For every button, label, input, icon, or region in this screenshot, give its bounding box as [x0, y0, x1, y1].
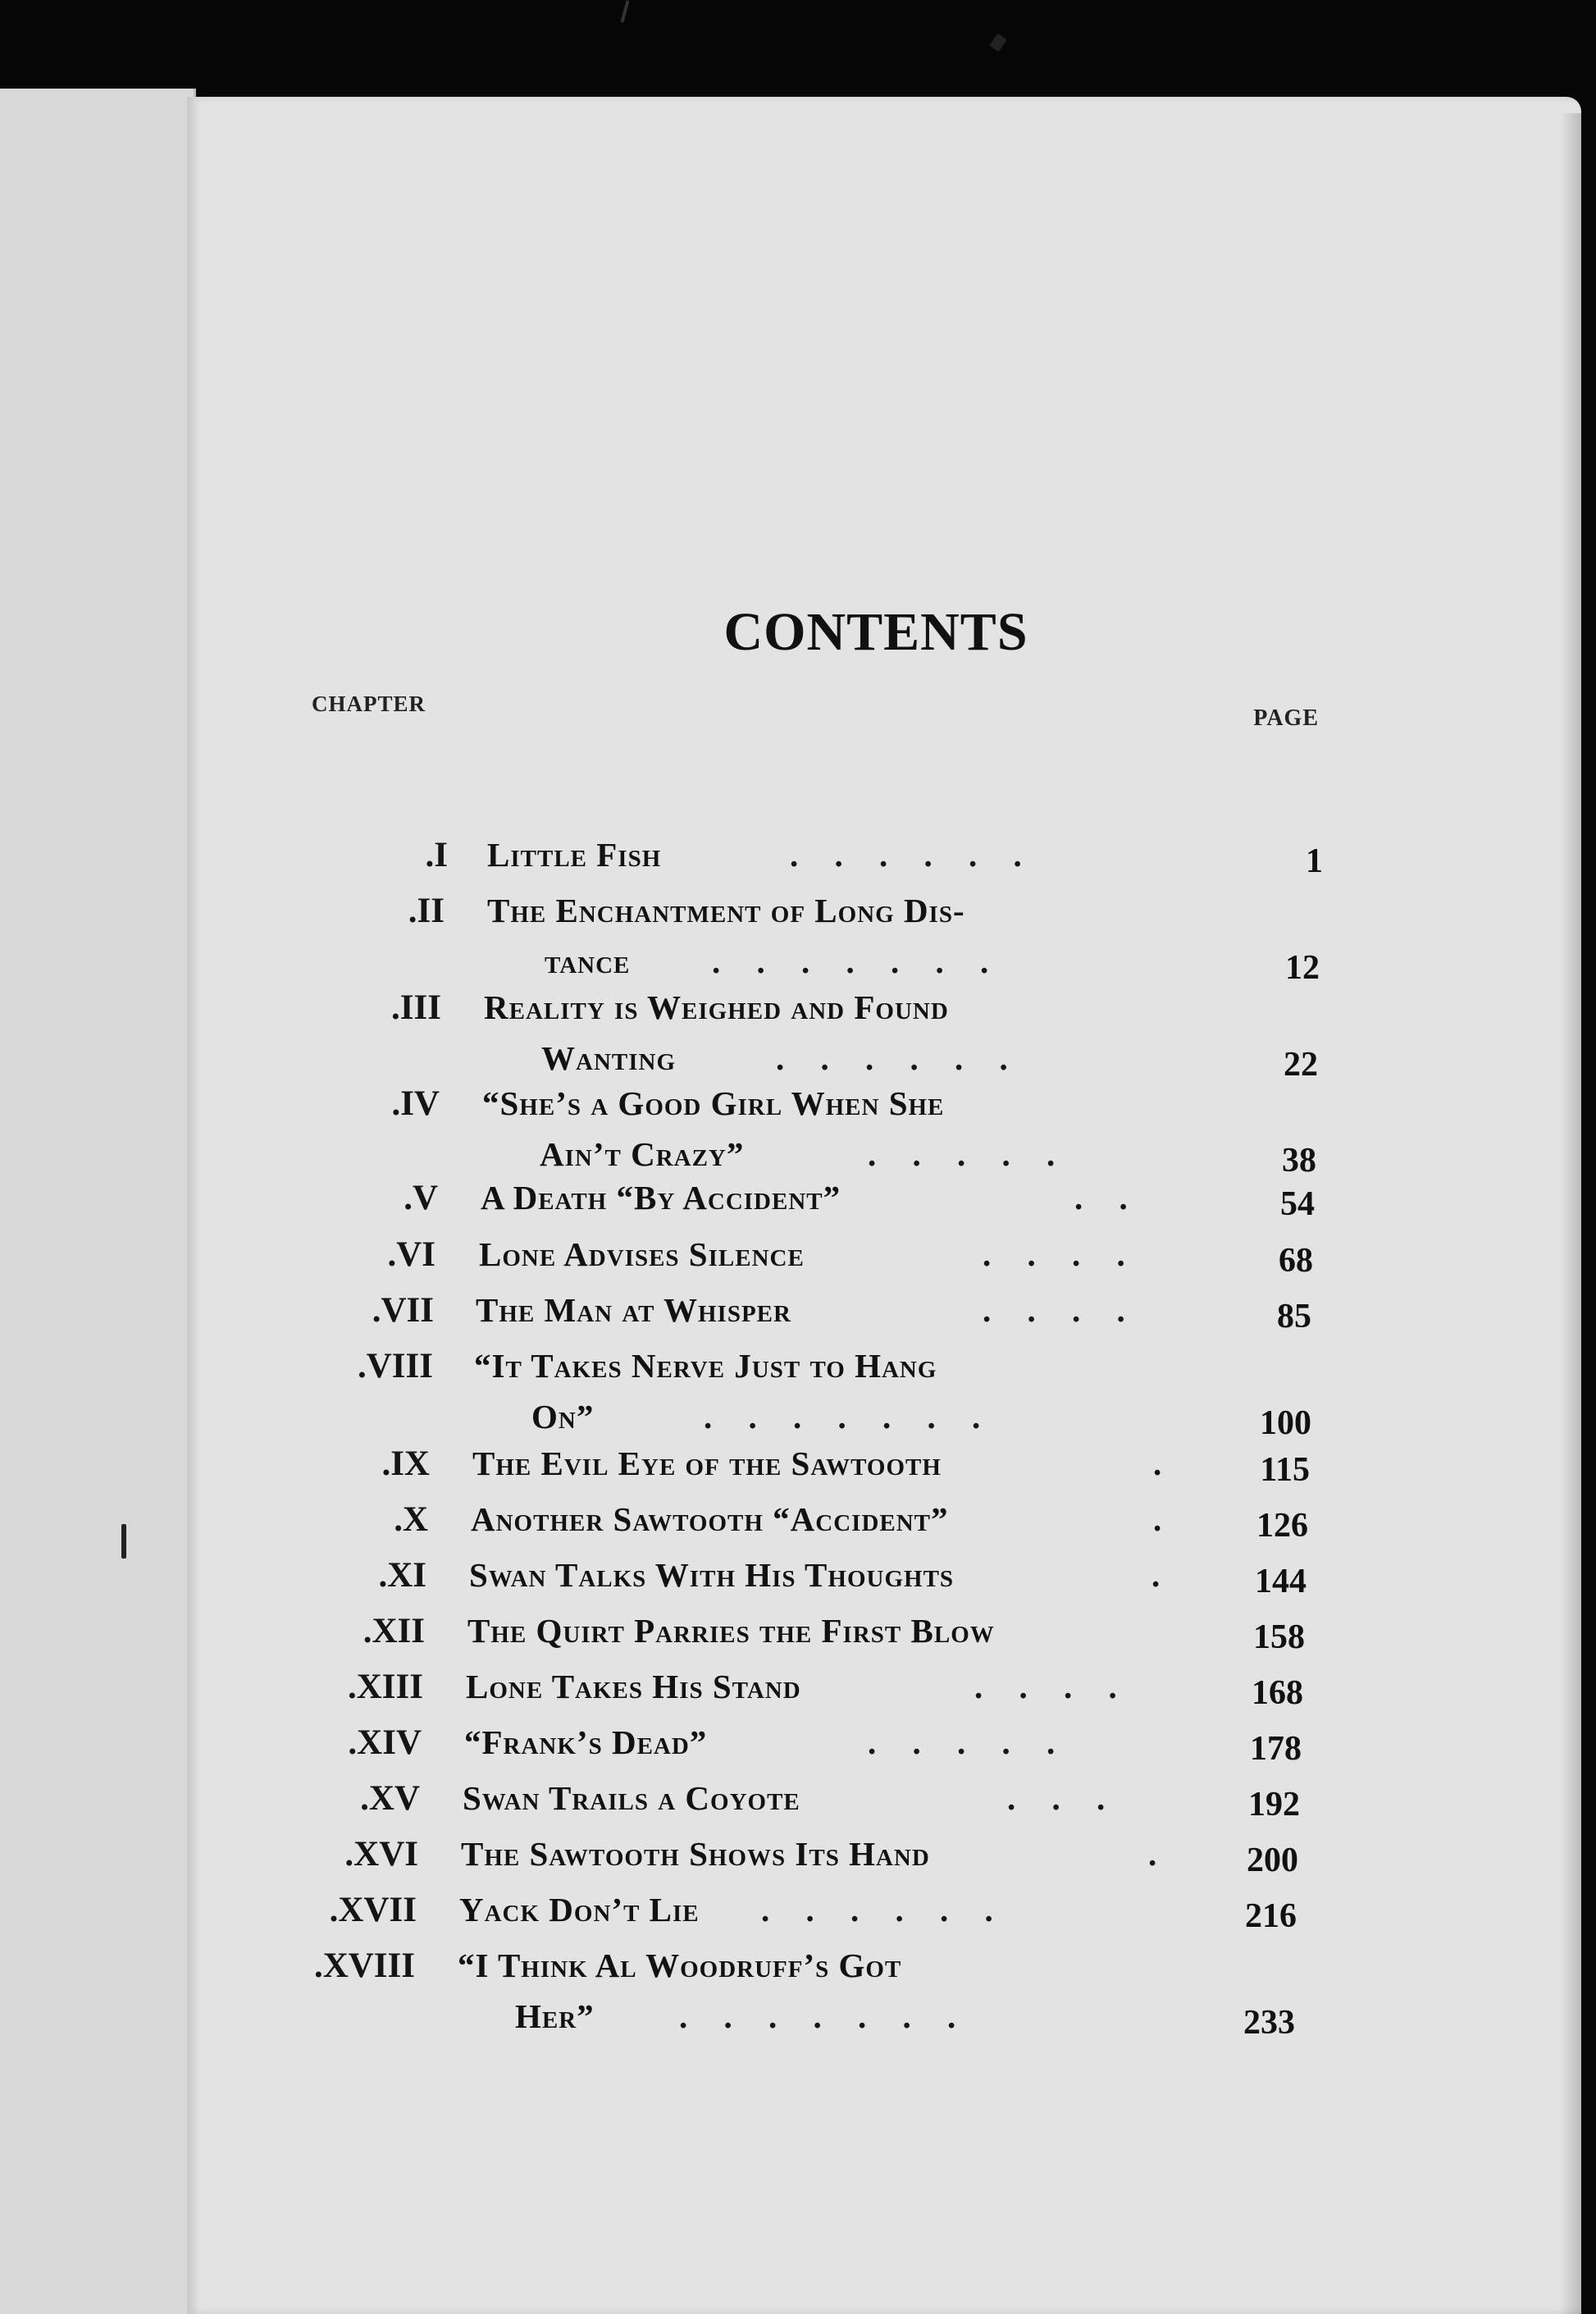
toc-entry: III. Reality is Weighed and Found Wanting . . . . . . 22 [391, 988, 1318, 1084]
chapter-title-line-1: “I Think Al Woodruff’s Got [458, 1947, 902, 1984]
table-of-contents-page [187, 97, 1581, 2314]
dot-leader: . . . . . . . [704, 1398, 995, 1435]
scan-speck [121, 1524, 126, 1559]
chapter-title-line-2: Her” [515, 1997, 595, 2035]
page-number: 158 [1253, 1618, 1305, 1656]
dot-leader: . . . . [983, 1291, 1139, 1329]
dot-leader: . [1153, 1500, 1176, 1538]
dot-leader: . . [1074, 1179, 1142, 1216]
page-number: 100 [1260, 1404, 1311, 1442]
toc-entry: X. Another Sawtooth “Accident” . 126 [394, 1500, 1308, 1545]
chapter-title: Swan Trails a Coyote [463, 1779, 800, 1817]
chapter-title-line-2: Ain’t Crazy” [540, 1135, 745, 1173]
page-number: 233 [1243, 2004, 1295, 2042]
toc-entry: IV. “She’s a Good Girl When She Ain’t Crazy” . . . . . 38 [391, 1084, 1316, 1180]
chapter-title: Little Fish [487, 836, 662, 874]
chapter-title: Another Sawtooth “Accident” [471, 1500, 949, 1538]
chapter-title-line-1: “She’s a Good Girl When She [482, 1084, 945, 1122]
dot-leader: . . . . [983, 1235, 1139, 1273]
chapter-title: “Frank’s Dead” [464, 1723, 708, 1761]
page-number: 22 [1284, 1046, 1318, 1084]
dot-leader: . [1153, 1445, 1176, 1482]
toc-entry: XVI. The Sawtooth Shows Its Hand . 200 [344, 1835, 1298, 1879]
page-number: 192 [1248, 1786, 1300, 1823]
toc-entry: VII. The Man at Whisper . . . . 85 [372, 1291, 1311, 1335]
chapter-title: The Quirt Parries the First Blow [467, 1612, 995, 1650]
page-number: 178 [1250, 1730, 1302, 1768]
dot-leader: . . . . . . [761, 1891, 1007, 1928]
chapter-title-line-1: “It Takes Nerve Just to Hang [474, 1347, 937, 1385]
scan-speck [620, 0, 629, 23]
chapter-column-header: CHAPTER [312, 691, 426, 716]
left-page-edge [0, 89, 196, 2314]
page-number: 1 [1306, 842, 1323, 880]
chapter-title-line-2: tance [545, 942, 631, 980]
toc-entry: I. Little Fish . . . . . . 1 [425, 836, 1323, 880]
toc-entry: XII. The Quirt Parries the First Blow 158 [363, 1612, 1305, 1656]
chapter-title: A Death “By Accident” [481, 1179, 841, 1216]
page-number: 216 [1245, 1897, 1297, 1935]
chapter-title: Lone Takes His Stand [466, 1668, 801, 1705]
chapter-title: Swan Talks With His Thoughts [469, 1556, 955, 1594]
chapter-title-line-2: Wanting [541, 1039, 677, 1077]
dot-leader: . . . . . . . [679, 1997, 970, 2035]
dot-leader: . . . . . [868, 1135, 1069, 1173]
toc-entry: V. A Death “By Accident” . . 54 [404, 1179, 1315, 1223]
dot-leader: . . . . . [868, 1723, 1069, 1761]
contents-title: CONTENTS [723, 602, 1028, 662]
chapter-title: The Evil Eye of the Sawtooth [472, 1445, 942, 1482]
chapter-title: Yack Don’t Lie [459, 1891, 700, 1928]
toc-entry: VIII. “It Takes Nerve Just to Hang On” . . . . . . . 100 [357, 1347, 1311, 1442]
dot-leader: . . . . . . [776, 1039, 1022, 1077]
dot-leader: . [1148, 1835, 1171, 1873]
page-number: 168 [1252, 1674, 1303, 1712]
dot-leader: . [1151, 1556, 1174, 1594]
chapter-title-line-1: The Enchantment of Long Dis- [487, 892, 965, 929]
dot-leader: . . . . . . . [712, 942, 1003, 980]
page-number: 68 [1279, 1242, 1313, 1280]
chapter-title: The Sawtooth Shows Its Hand [461, 1835, 930, 1873]
page-number: 54 [1280, 1185, 1315, 1223]
contents-layout [187, 97, 1581, 2314]
dot-leader: . . . . [974, 1668, 1131, 1705]
page-number: 144 [1255, 1563, 1306, 1600]
page-column-header: PAGE [1253, 705, 1319, 731]
dot-leader: . . . . . . [790, 836, 1036, 874]
toc-entry: XVII. Yack Don’t Lie . . . . . . 216 [329, 1891, 1297, 1935]
scan-speck [989, 34, 1007, 52]
toc-entry: XV. Swan Trails a Coyote . . . 192 [360, 1779, 1300, 1823]
toc-entry: XIV. “Frank’s Dead” . . . . . 178 [348, 1723, 1302, 1768]
chapter-title: Lone Advises Silence [479, 1235, 805, 1273]
chapter-title-line-2: On” [531, 1398, 595, 1435]
toc-entry: II. The Enchantment of Long Dis- tance . . . . . . . 12 [408, 892, 1320, 987]
toc-entry: XIII. Lone Takes His Stand . . . . 168 [347, 1668, 1303, 1712]
chapter-title: The Man at Whisper [476, 1291, 791, 1329]
chapter-title-line-1: Reality is Weighed and Found [484, 988, 949, 1026]
page-number: 38 [1282, 1142, 1316, 1180]
dot-leader: . . . [1007, 1779, 1119, 1817]
page-number: 115 [1260, 1451, 1310, 1489]
toc-entry: XI. Swan Talks With His Thoughts . 144 [378, 1556, 1306, 1600]
page-number: 12 [1285, 949, 1320, 987]
toc-entry: XVIII. “I Think Al Woodruff’s Got Her” . . . . . . . 233 [313, 1947, 1295, 2042]
page-number: 85 [1277, 1298, 1311, 1335]
toc-entry: IX. The Evil Eye of the Sawtooth . 115 [381, 1445, 1310, 1489]
toc-entry: VI. Lone Advises Silence . . . . 68 [387, 1235, 1313, 1280]
page-number: 200 [1247, 1842, 1298, 1879]
page-number: 126 [1256, 1507, 1308, 1545]
